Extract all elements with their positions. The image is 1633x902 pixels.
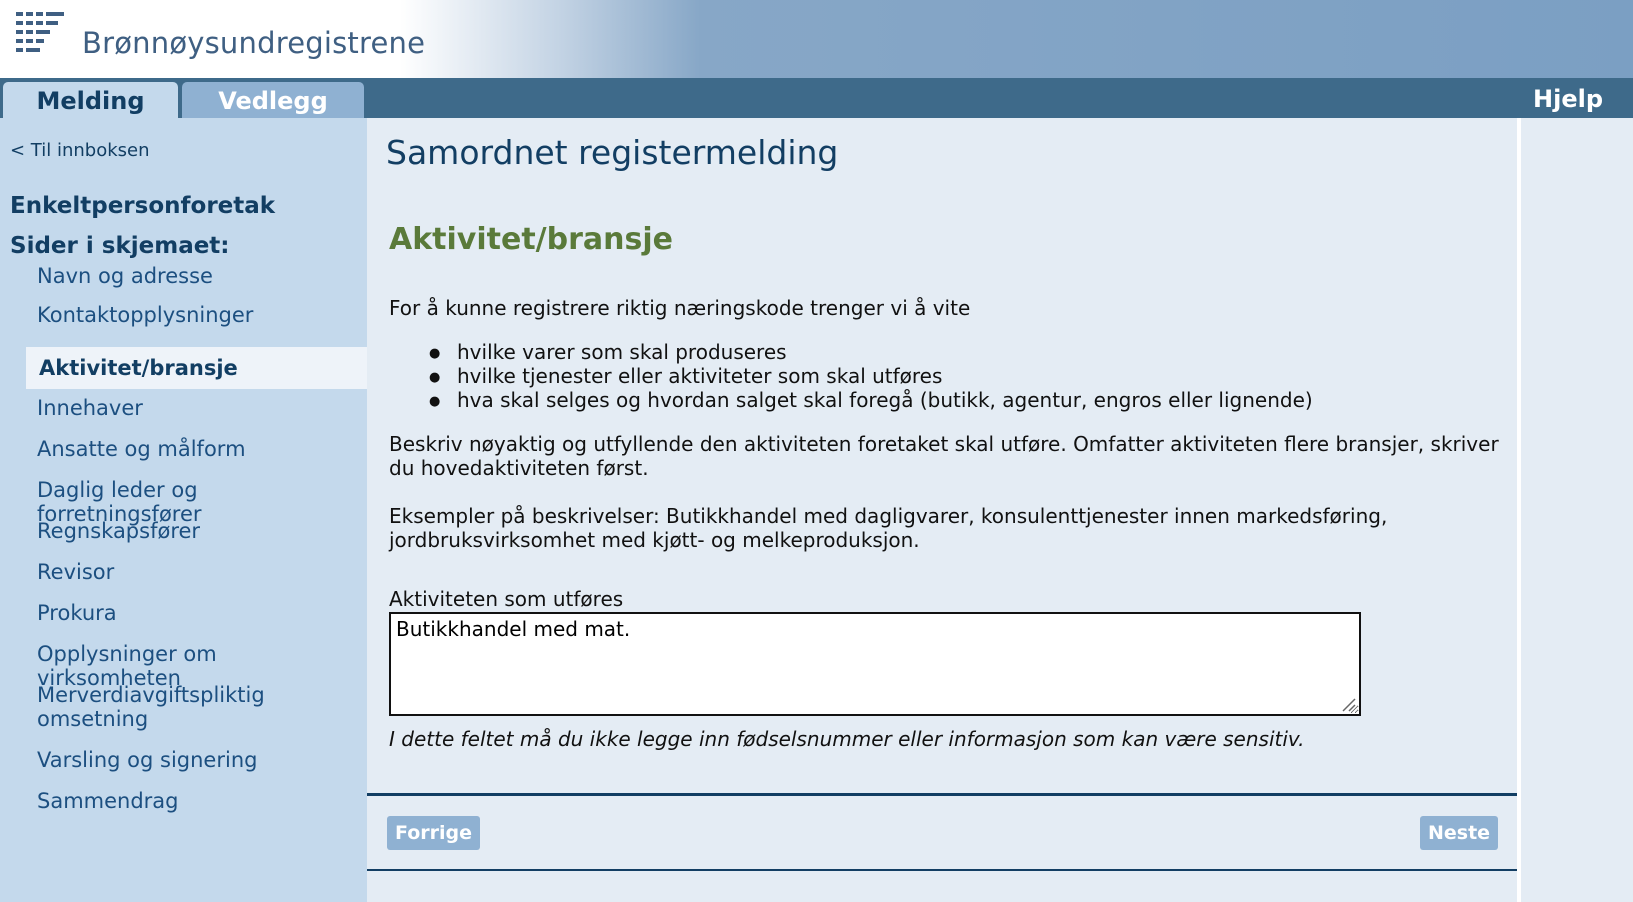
sidebar-item-varsling-og-signering[interactable]: Varsling og signering [37,748,258,772]
field-warning-note: I dette feltet må du ikke legge inn fødselsnummer eller informasjon som kan være sensitiv. [389,727,1305,751]
logo-text: Brønnøysundregistrene [82,26,426,60]
list-item: ● hva skal selges og hvordan salget skal foregå (butikk, agentur, engros eller lignende) [425,388,1313,412]
sidebar-item-innehaver[interactable]: Innehaver [37,396,143,420]
back-to-inbox-link[interactable]: < Til innboksen [10,140,150,161]
next-button[interactable]: Neste [1420,816,1498,850]
page-title: Samordnet registermelding [386,133,839,172]
previous-button[interactable]: Forrige [387,816,480,850]
help-link[interactable]: Hjelp [1533,85,1603,113]
sidebar-item-sammendrag[interactable]: Sammendrag [37,789,179,813]
tab-vedlegg[interactable]: Vedlegg [182,82,364,118]
header-banner [0,0,1633,78]
bullet-list [425,340,1313,412]
tab-melding[interactable]: Melding [3,82,178,118]
logo-mark-icon [16,12,68,54]
sidebar-item-ansatte-og-malform[interactable]: Ansatte og målform [37,437,246,461]
list-item: ● hvilke varer som skal produseres [425,340,1313,364]
form-pages-heading: Sider i skjemaet: [10,233,230,259]
list-item: ● hvilke tjenester eller aktiviteter som skal utføres [425,364,1313,388]
org-type-heading: Enkeltpersonforetak [10,193,276,219]
intro-text: For å kunne registrere riktig næringskode trenger vi å vite [389,296,971,320]
sidebar-item-merverdiavgiftspliktig-omsetning[interactable]: Merverdiavgiftspliktig omsetning [37,683,265,731]
logo [16,12,426,62]
sidebar-item-navn-og-adresse[interactable]: Navn og adresse [37,264,213,288]
describe-instructions: Beskriv nøyaktig og utfyllende den aktiviteten foretaket skal utføre. Omfatter aktiviteten flere bransjer, skriver du hovedaktiviteten først. [389,432,1499,480]
resize-grip-icon[interactable] [1341,697,1357,713]
right-panel [1521,118,1633,902]
sidebar-item-aktivitet-bransje[interactable]: Aktivitet/bransje [39,356,238,380]
section-title: Aktivitet/bransje [389,222,673,257]
sidebar-item-regnskapsforer[interactable]: Regnskapsfører [37,519,201,543]
sidebar-item-kontaktopplysninger[interactable]: Kontaktopplysninger [37,303,254,327]
activity-textarea[interactable] [389,612,1361,716]
footer-bottom-rule [367,869,1517,871]
footer-top-rule [367,793,1517,796]
sidebar-item-daglig-leder[interactable]: Daglig leder og forretningsfører [37,478,202,526]
sidebar-item-prokura[interactable]: Prokura [37,601,117,625]
sidebar-item-revisor[interactable]: Revisor [37,560,115,584]
examples-text: Eksempler på beskrivelser: Butikkhandel med dagligvarer, konsulenttjenester innen markedsføring, jordbruksvirksomhet med kjøtt- og melkeproduksjon. [389,504,1388,552]
activity-field-label: Aktiviteten som utføres [389,587,624,611]
sidebar-item-opplysninger-om-virksomheten[interactable]: Opplysninger om virksomheten [37,642,217,690]
